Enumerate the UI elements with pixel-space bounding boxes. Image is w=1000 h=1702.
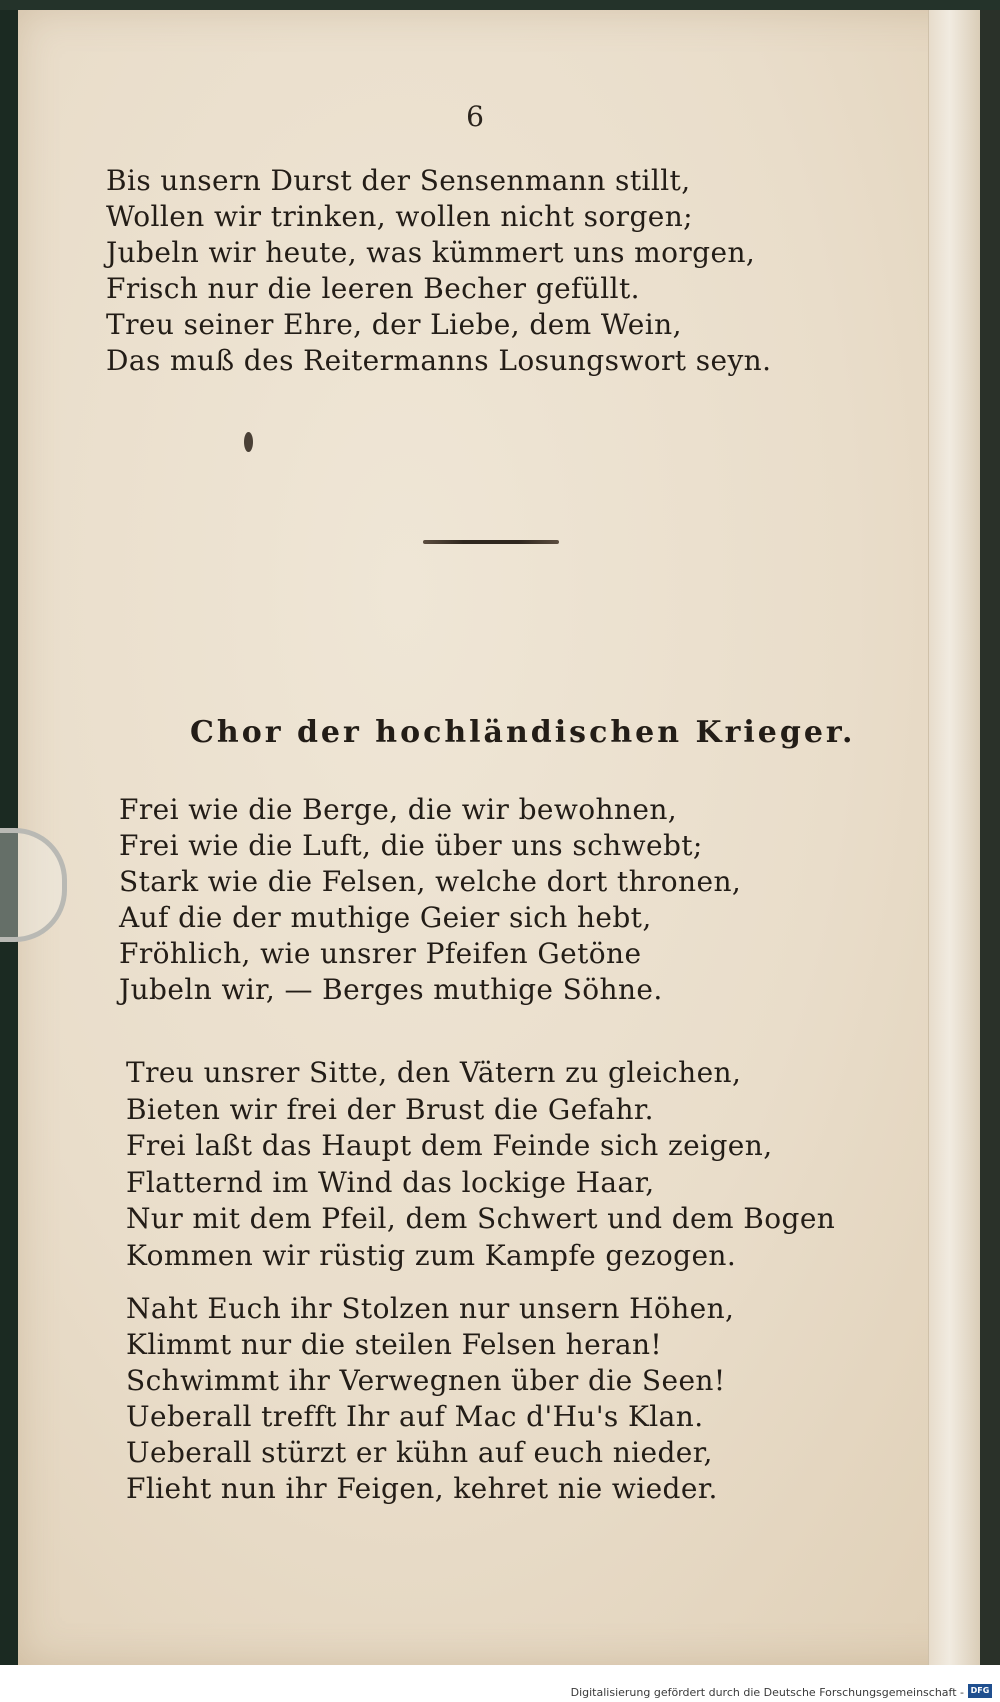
poem-line: Bis unsern Durst der Sensenmann stillt, xyxy=(106,164,691,197)
poem-line: Wollen wir trinken, wollen nicht sorgen; xyxy=(106,200,694,233)
scan-background-top xyxy=(0,0,1000,10)
poem-line: Nur mit dem Pfeil, dem Schwert und dem Bogen xyxy=(126,1202,836,1236)
page-number: 6 xyxy=(466,100,484,133)
poem-line: Ueberall trefft Ihr auf Mac d'Hu's Klan. xyxy=(126,1400,704,1433)
dfg-logo-icon: DFG xyxy=(968,1684,992,1698)
poem-stanza xyxy=(126,1055,835,1275)
poem-line: Frei wie die Luft, die über uns schwebt; xyxy=(119,829,703,862)
poem-line: Treu unsrer Sitte, den Vätern zu gleichen, xyxy=(126,1056,742,1089)
poem-stanza xyxy=(106,163,771,379)
poem-line: Treu seiner Ehre, der Liebe, dem Wein, xyxy=(106,308,682,341)
section-divider xyxy=(423,540,559,544)
poem-line: Kommen wir rüstig zum Kampfe gezogen. xyxy=(126,1238,737,1272)
poem-line: Das muß des Reitermanns Losungswort seyn. xyxy=(106,344,772,377)
poem-line: Bieten wir frei der Brust die Gefahr. xyxy=(126,1092,654,1126)
ink-spot xyxy=(244,432,253,452)
poem-heading: Chor der hochländischen Krieger. xyxy=(190,715,856,750)
poem-line: Fröhlich, wie unsrer Pfeifen Getöne xyxy=(119,937,642,970)
poem-line: Jubeln wir heute, was kümmert uns morgen, xyxy=(106,236,756,269)
poem-line: Klimmt nur die steilen Felsen heran! xyxy=(126,1328,663,1361)
poem-line: Frisch nur die leeren Becher gefüllt. xyxy=(106,272,640,305)
poem-line: Flatternd im Wind das lockige Haar, xyxy=(126,1165,655,1199)
poem-line: Naht Euch ihr Stolzen nur unsern Höhen, xyxy=(126,1292,735,1325)
poem-line: Flieht nun ihr Feigen, kehret nie wieder. xyxy=(126,1472,718,1505)
poem-line: Jubeln wir, — Berges muthige Söhne. xyxy=(119,973,663,1006)
poem-line: Frei wie die Berge, die wir bewohnen, xyxy=(119,793,678,826)
poem-line: Ueberall stürzt er kühn auf euch nieder, xyxy=(126,1436,713,1469)
poem-line: Schwimmt ihr Verwegnen über die Seen! xyxy=(126,1364,726,1397)
book-cover-edge xyxy=(980,10,1000,1665)
poem-line: Auf die der muthige Geier sich hebt, xyxy=(119,901,652,934)
digitization-credit: Digitalisierung gefördert durch die Deutsche Forschungsgemeinschaft - xyxy=(570,1686,964,1699)
poem-stanza xyxy=(126,1291,734,1507)
poem-line: Stark wie die Felsen, welche dort thronen, xyxy=(119,865,742,898)
page-edge xyxy=(928,10,981,1665)
poem-stanza xyxy=(119,792,741,1008)
poem-line: Frei laßt das Haupt dem Feinde sich zeigen, xyxy=(126,1129,773,1163)
